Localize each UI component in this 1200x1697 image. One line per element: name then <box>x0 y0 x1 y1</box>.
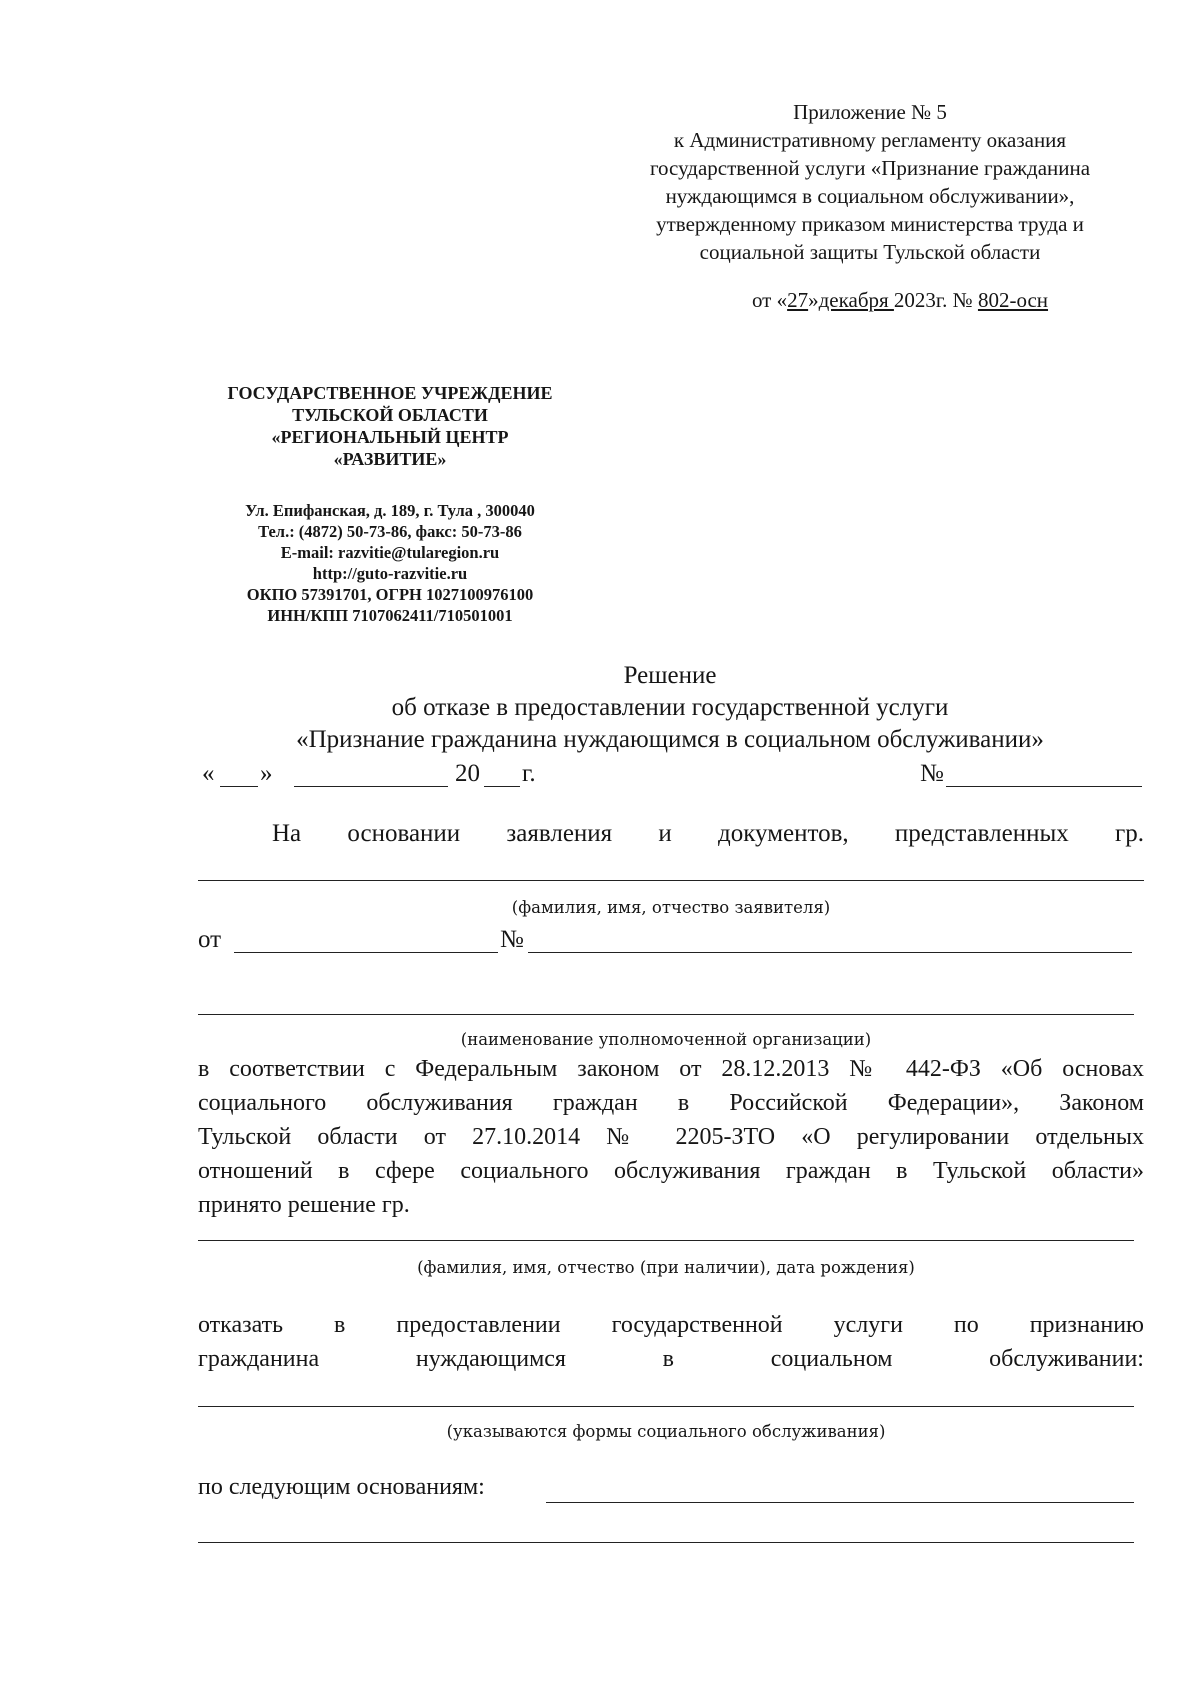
organization-contacts <box>190 500 590 626</box>
order-number: 802-осн <box>977 288 1049 312</box>
appendix-line: социальной защиты Тульской области <box>699 240 1041 264</box>
basis-word: гр. <box>1114 820 1144 847</box>
citizen-name-blank <box>198 1240 1134 1241</box>
law-line: отношений в сфере социального обслуживания граждан в Тульской области» <box>198 1158 1144 1184</box>
org-address: Ул. Епифанская, д. 189, г. Тула , 300040 <box>245 501 535 520</box>
refusal-word: в <box>334 1312 346 1338</box>
date-close-quote: » <box>260 760 273 787</box>
date-day-blank <box>220 786 258 787</box>
org-name-line: «РЕГИОНАЛЬНЫЙ ЦЕНТР <box>271 427 509 447</box>
date-open-quote: « <box>202 760 215 787</box>
appendix-line: Приложение № 5 <box>793 100 947 124</box>
org-okpo-ogrn: ОКПО 57391701, ОГРН 1027100976100 <box>246 585 534 604</box>
service-forms-caption: (указываются формы социального обслуживания) <box>446 1422 886 1441</box>
refusal-word: в <box>662 1346 675 1372</box>
refusal-word: по <box>953 1312 979 1338</box>
grounds-label: по следующим основаниям: <box>198 1474 485 1500</box>
refusal-word: социальном <box>770 1346 893 1372</box>
law-last-line: принято решение гр. <box>198 1192 410 1218</box>
refusal-word: услуги <box>833 1312 903 1338</box>
decision-number-blank <box>946 786 1142 787</box>
order-year: 2023г. № <box>893 288 978 312</box>
law-line: социального обслуживания граждан в Российской Федерации», Законом <box>198 1090 1144 1116</box>
refusal-word: отказать <box>198 1312 284 1338</box>
org-email: E-mail: razvitie@tularegion.ru <box>280 543 500 562</box>
decision-heading: Решение <box>623 662 717 689</box>
org-name-line: ГОСУДАРСТВЕННОЕ УЧРЕЖДЕНИЕ <box>227 383 553 403</box>
order-day: 27 <box>787 288 809 312</box>
applicant-name-blank <box>198 880 1144 881</box>
date-year-blank <box>484 786 520 787</box>
applicant-caption: (фамилия, имя, отчество заявителя) <box>511 898 831 917</box>
decision-number-label: № <box>920 760 944 787</box>
appendix-header <box>600 98 1140 314</box>
organization-name <box>190 382 590 470</box>
from-number-label: № <box>500 926 524 953</box>
refusal-word: нуждающимся <box>415 1346 566 1372</box>
organization-caption: (наименование уполномоченной организации) <box>460 1030 872 1049</box>
date-year-prefix: 20 <box>455 760 480 787</box>
refusal-word: гражданина <box>198 1346 320 1372</box>
order-month: декабря <box>818 288 894 312</box>
org-phone: Тел.: (4872) 50-73-86, факс: 50-73-86 <box>258 522 522 541</box>
from-date-blank <box>234 952 498 953</box>
refusal-word: признанию <box>1029 1312 1144 1338</box>
grounds-blank-2 <box>198 1542 1134 1543</box>
citizen-caption: (фамилия, имя, отчество (при наличии), дата рождения) <box>417 1258 915 1277</box>
refusal-line-2 <box>198 1346 1144 1373</box>
basis-word: и <box>658 820 672 847</box>
order-reference <box>600 286 1140 314</box>
basis-word: заявления <box>506 820 613 847</box>
org-website: http://guto-razvitie.ru <box>312 564 468 583</box>
refusal-word: предоставлении <box>396 1312 561 1338</box>
basis-line <box>272 820 1144 848</box>
from-number-blank <box>528 952 1132 953</box>
law-paragraph <box>198 1052 1144 1222</box>
appendix-line: к Административному регламенту оказания <box>673 128 1067 152</box>
decision-service-name: «Признание гражданина нуждающимся в социальном обслуживании» <box>296 726 1044 753</box>
basis-word: документов, <box>718 820 849 847</box>
org-name-line: «РАЗВИТИЕ» <box>333 449 447 469</box>
org-inn-kpp: ИНН/КПП 7107062411/710501001 <box>267 606 513 625</box>
refusal-word: обслуживании: <box>989 1346 1144 1372</box>
refusal-line-1 <box>198 1312 1144 1339</box>
law-line: в соответствии с Федеральным законом от 28.12.2013 № 442-ФЗ «Об основах <box>198 1056 1144 1082</box>
basis-word: основании <box>347 820 461 847</box>
law-line: Тульской области от 27.10.2014 № 2205-ЗТО «О регулировании отдельных <box>198 1124 1144 1150</box>
basis-word: На <box>272 820 302 847</box>
appendix-line: нуждающимся в социальном обслуживании», <box>665 184 1075 208</box>
decision-subtitle: об отказе в предоставлении государственной услуги <box>391 694 949 721</box>
order-month-prefix: » <box>808 288 819 312</box>
service-forms-blank <box>198 1406 1134 1407</box>
date-month-blank <box>294 786 448 787</box>
appendix-line: утвержденному приказом министерства труда и <box>656 212 1084 236</box>
refusal-word: государственной <box>611 1312 783 1338</box>
decision-title <box>230 660 1110 756</box>
organization-blank <box>198 1014 1134 1015</box>
org-name-line: ТУЛЬСКОЙ ОБЛАСТИ <box>292 405 488 425</box>
order-prefix: от « <box>751 288 788 312</box>
date-year-suffix: г. <box>522 760 536 787</box>
from-label: от <box>198 926 222 953</box>
grounds-blank-1 <box>546 1502 1134 1503</box>
appendix-line: государственной услуги «Признание гражданина <box>649 156 1091 180</box>
basis-word: представленных <box>894 820 1069 847</box>
